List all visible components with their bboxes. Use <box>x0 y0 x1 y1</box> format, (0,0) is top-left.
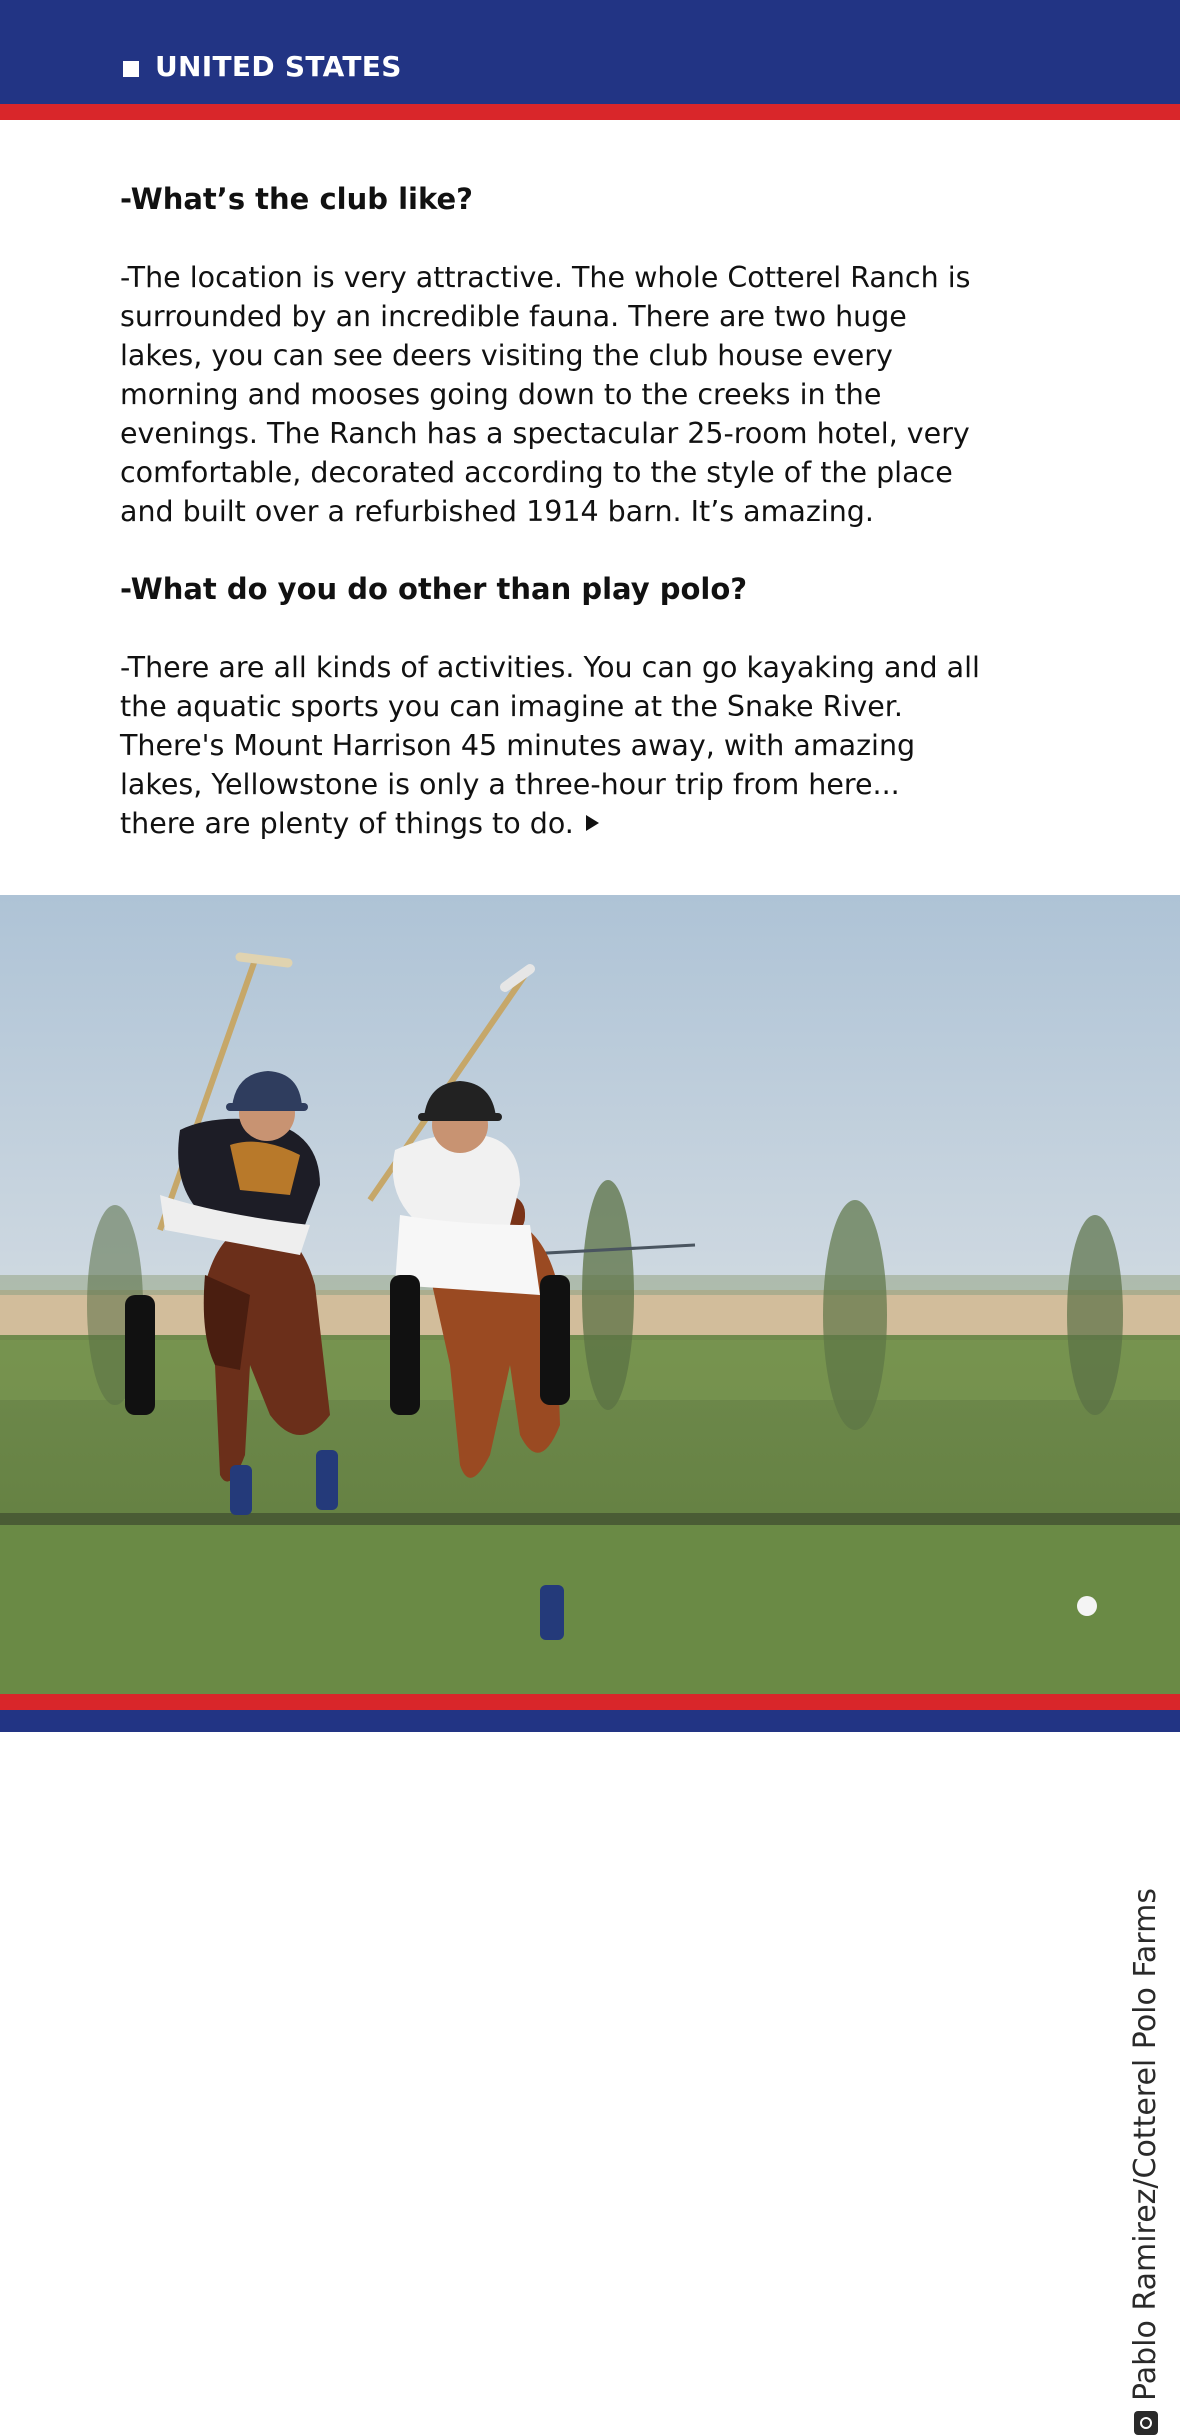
section-bullet-icon <box>123 61 139 77</box>
tree <box>1067 1215 1123 1415</box>
camera-icon <box>1134 2411 1158 2435</box>
section-label: UNITED STATES <box>155 50 402 83</box>
answer-1-line: lakes, you can see deers visiting the club house every <box>120 339 893 372</box>
footer-stripe <box>0 1694 1180 1710</box>
answer-2-line: -There are all kinds of activities. You can go kayaking and all <box>120 651 980 684</box>
article-body <box>120 180 1080 843</box>
answer-1 <box>120 258 1080 531</box>
answer-1-line: comfortable, decorated according to the style of the place <box>120 456 953 489</box>
polo-ball <box>1077 1596 1097 1616</box>
tree <box>823 1200 887 1430</box>
header-stripe <box>0 104 1180 120</box>
tree <box>582 1180 634 1410</box>
footer-band <box>0 1710 1180 1732</box>
end-of-article-icon <box>586 815 599 831</box>
answer-1-line: morning and mooses going down to the creeks in the <box>120 378 882 411</box>
answer-2-line: the aquatic sports you can imagine at the Snake River. <box>120 690 903 723</box>
answer-2-line: There's Mount Harrison 45 minutes away, with amazing <box>120 729 916 762</box>
answer-2-line: lakes, Yellowstone is only a three-hour trip from here... <box>120 768 900 801</box>
answer-1-line: -The location is very attractive. The whole Cotterel Ranch is <box>120 261 971 294</box>
answer-1-line: and built over a refurbished 1914 barn. It’s amazing. <box>120 495 874 528</box>
photo-credit <box>1128 1888 1163 2435</box>
photo-credit-text: Pablo Ramirez/Cotterel Polo Farms <box>1128 1888 1163 2401</box>
question-1: -What’s the club like? <box>120 182 473 216</box>
answer-1-line: evenings. The Ranch has a spectacular 25-room hotel, very <box>120 417 970 450</box>
answer-2 <box>120 648 1080 843</box>
answer-2-last-line <box>120 804 1080 843</box>
polo-match-photo <box>0 895 1180 2401</box>
answer-1-line: surrounded by an incredible fauna. There are two huge <box>120 300 907 333</box>
answer-2-line-text: there are plenty of things to do. <box>120 807 574 840</box>
question-2: -What do you do other than play polo? <box>120 572 748 606</box>
